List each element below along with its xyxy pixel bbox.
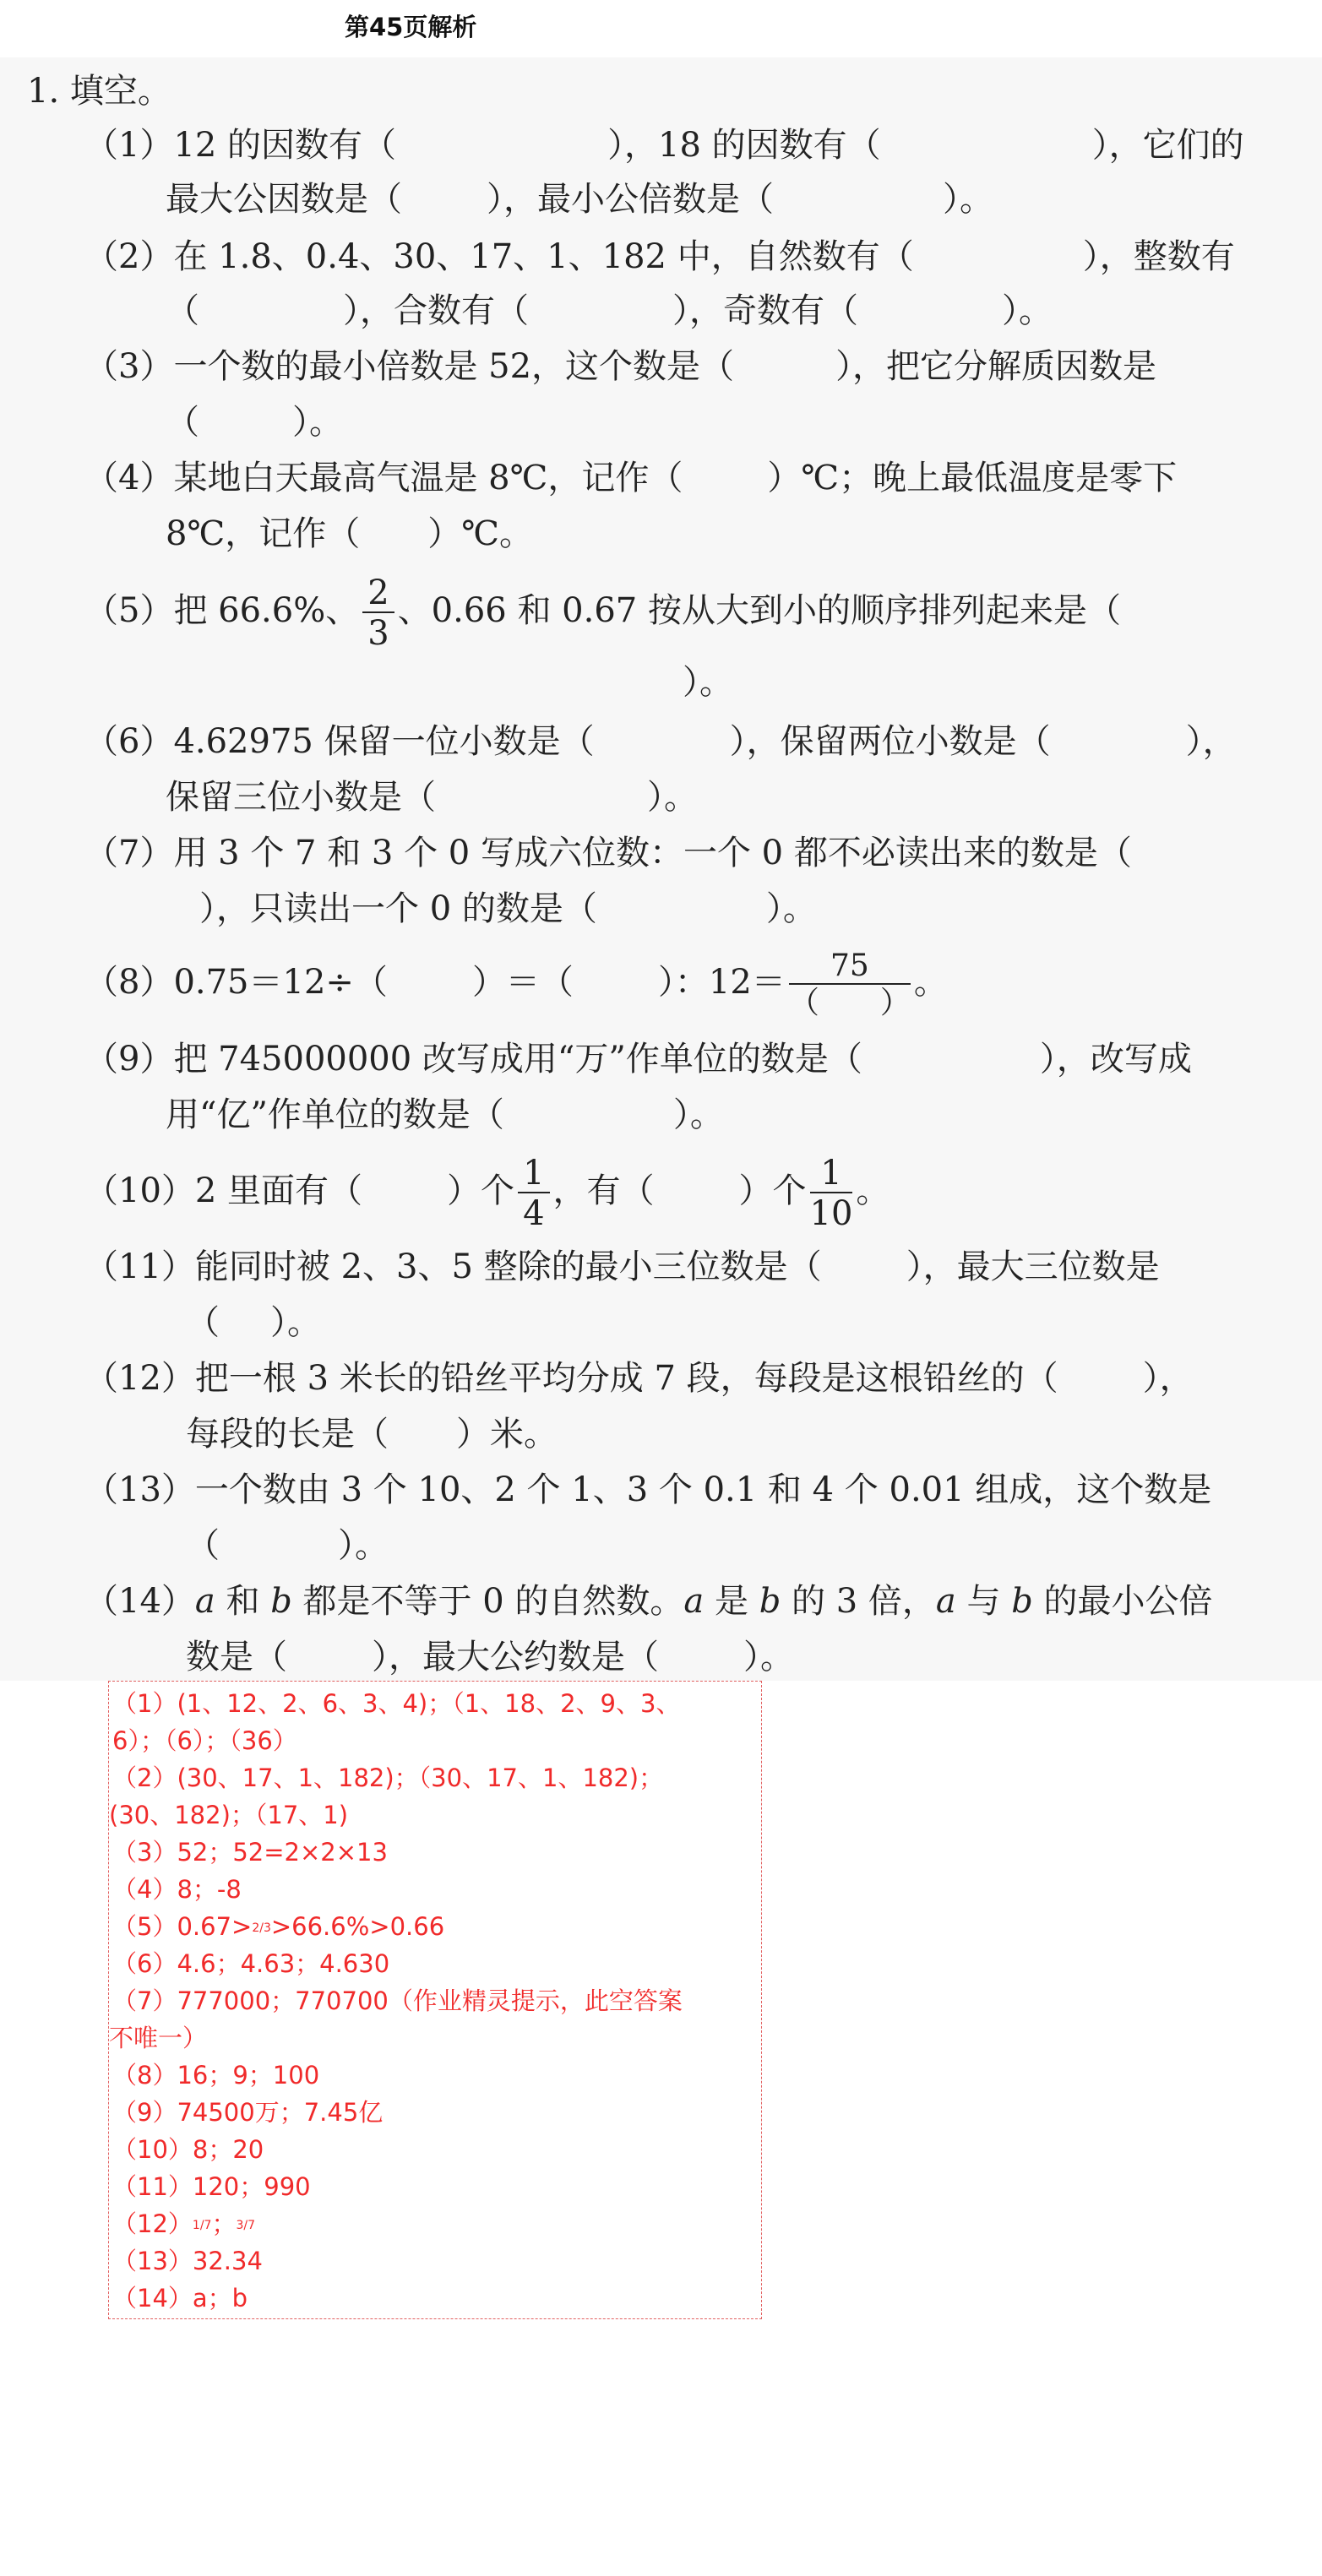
answer-5: （5）0.67>2/3>66.6%>0.66: [112, 1912, 445, 1941]
question-5-line-2: ）。: [683, 663, 733, 702]
question-2-line-2: （ ），合数有（ ），奇数有（ ）。: [166, 291, 1053, 330]
question-1-line-2: 最大公因数是（ ），最小公倍数是（ ）。: [166, 180, 993, 219]
answer-5-fraction: 2/3: [252, 1921, 271, 1935]
answer-6: （6）4.6；4.63；4.630: [112, 1949, 390, 1978]
question-12-line-1: （12）把一根 3 米长的铅丝平均分成 7 段，每段是这根铅丝的（ ），: [84, 1359, 1194, 1398]
fraction-two-thirds: $\frac{2}{3}$: [362, 576, 394, 650]
question-11-line-2: （ ）。: [186, 1303, 321, 1342]
question-9-line-2: 用“亿”作单位的数是（ ）。: [166, 1095, 724, 1134]
question-13-line-2: （ ）。: [186, 1526, 389, 1565]
answer-13: （13）32.34: [112, 2247, 263, 2275]
section-heading: 1. 填空。: [27, 72, 171, 111]
question-scan: [0, 57, 1322, 1681]
question-6-line-2: 保留三位小数是（ ）。: [166, 778, 698, 817]
question-13-line-1: （13）一个数由 3 个 10、2 个 1、3 个 0.1 和 4 个 0.01 组成，这个数是: [84, 1470, 1212, 1509]
fraction-one-tenth: $\frac{1}{10}$: [809, 1154, 853, 1233]
answer-12-fraction-1: 1/7: [192, 2219, 212, 2232]
question-4-line-1: （4）某地白天最高气温是 8℃，记作（ ）℃；晚上最低温度是零下: [84, 459, 1178, 497]
answer-11: （11）120；990: [112, 2172, 311, 2201]
question-8: （8）0.75＝12÷（ ）＝（ ）：12＝ $\frac{75}{( )}$ 。: [84, 948, 948, 1020]
question-9-line-1: （9）把 745000000 改写成用“万”作单位的数是（ ），改写成: [84, 1040, 1192, 1079]
question-7-line-1: （7）用 3 个 7 和 3 个 0 写成六位数：一个 0 都不必读出来的数是（: [84, 834, 1132, 872]
answer-1-line-2: 6）；（6）；（36）: [112, 1726, 297, 1755]
answer-box: [108, 1681, 762, 2319]
page-title: 第45页解析: [345, 13, 477, 41]
question-12-line-2: 每段的长是（ ）米。: [186, 1415, 558, 1454]
answer-3: （3）52；52=2×2×13: [112, 1838, 388, 1867]
question-2-line-1: （2）在 1.8、0.4、30、17、1、182 中，自然数有（ ），整数有: [84, 237, 1235, 276]
answer-8: （8）16；9；100: [112, 2061, 320, 2090]
answer-2-line-1: （2）(30、17、1、182)；（30、17、1、182)；: [112, 1764, 664, 1792]
fraction-one-quarter: $\frac{1}{4}$: [518, 1156, 549, 1231]
question-3-line-1: （3）一个数的最小倍数是 52，这个数是（ ），把它分解质因数是: [84, 347, 1157, 386]
answer-4: （4）8；-8: [112, 1875, 242, 1904]
answer-12: （12）1/7；3/7: [112, 2209, 255, 2238]
question-1-line-1: （1）12 的因数有（ ），18 的因数有（ ），它们的: [84, 126, 1244, 165]
answer-14: （14）a；b: [112, 2284, 248, 2312]
question-11-line-1: （11）能同时被 2、3、5 整除的最小三位数是（ ），最大三位数是: [84, 1247, 1160, 1286]
question-7-line-2: ），只读出一个 0 的数是（ ）。: [199, 889, 817, 928]
question-6-line-1: （6）4.62975 保留一位小数是（ ），保留两位小数是（ ），: [84, 722, 1237, 761]
question-3-line-2: （ ）。: [166, 403, 343, 442]
answer-9: （9）74500万；7.45亿: [112, 2098, 384, 2127]
fraction-75-blank: $\frac{75}{( )}$: [788, 948, 911, 1020]
question-5-line-1: （5）把 66.6%、 $\frac{2}{3}$ 、0.66 和 0.67 按从大到小的顺序排列起来是（: [84, 573, 1121, 653]
answer-1-line-1: （1）(1、12、2、6、3、4)；（1、18、2、9、3、: [112, 1689, 681, 1718]
answer-2-line-2: (30、182)；（17、1): [109, 1801, 349, 1829]
answer-12-fraction-2: 3/7: [236, 2219, 255, 2232]
answer-7-line-2: 不唯一）: [109, 2024, 208, 2052]
question-10: （10）2 里面有（ ）个 $\frac{1}{4}$ ，有（ ）个 $\frac{1}{10}$ 。: [84, 1154, 890, 1233]
answer-10: （10）8；20: [112, 2135, 264, 2164]
question-4-line-2: 8℃，记作（ ）℃。: [166, 514, 533, 553]
question-14-line-2: 数是（ ），最大公约数是（ ）。: [186, 1638, 794, 1677]
answer-7-line-1: （7）777000；770700（作业精灵提示，此空答案: [112, 1986, 683, 2015]
question-14-line-1: （14）a 和 b 都是不等于 0 的自然数。a 是 b 的 3 倍，a 与 b 的最小公倍: [84, 1582, 1213, 1621]
